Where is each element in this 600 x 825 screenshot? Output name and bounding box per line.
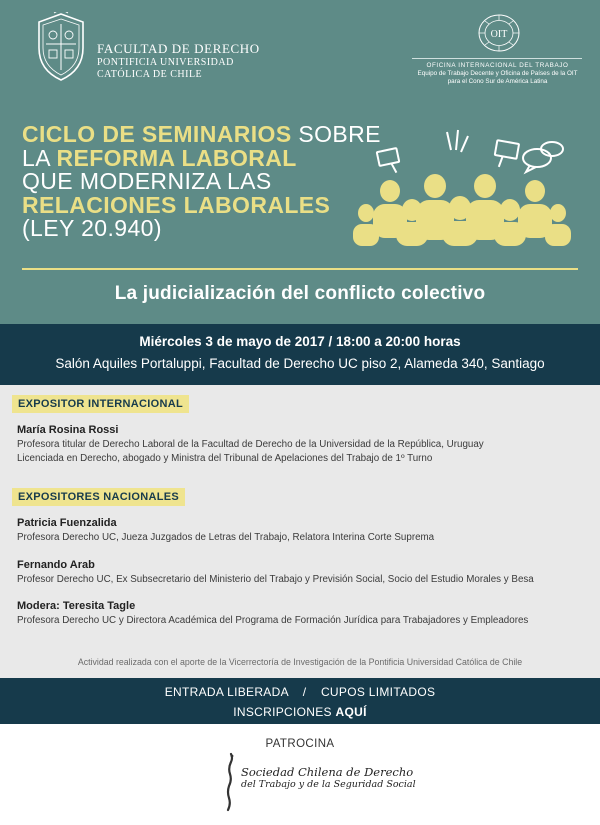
sponsor-line2: del Trabajo y de la Seguridad Social: [241, 779, 416, 790]
sponsor-line1: Sociedad Chilena de Derecho: [241, 765, 414, 779]
svg-text:OIT: OIT: [490, 29, 508, 40]
speaker-name: Patricia Fuenzalida: [17, 517, 117, 529]
oit-line3: para el Cono Sur de América Latina: [447, 78, 548, 85]
speakers-section: [0, 385, 600, 678]
speaker-moderator: [17, 599, 528, 628]
uc-university-line2: CATÓLICA DE CHILE: [97, 69, 203, 80]
oit-line2: Equipo de Trabajo Decente y Oficina de Países de la OIT: [417, 70, 578, 77]
international-tag: EXPOSITOR INTERNACIONAL: [12, 395, 189, 413]
uc-faculty-name: FACULTAD DE DERECHO: [97, 41, 260, 56]
seminar-title: [22, 121, 381, 241]
oit-text-block: [380, 62, 600, 86]
register-link[interactable]: AQUÍ: [335, 705, 367, 719]
title-line-4: RELACIONES LABORALES: [22, 191, 331, 218]
speaker-name: Fernando Arab: [17, 559, 95, 571]
registration-band: [0, 678, 600, 724]
sponsor-logo-text: [241, 765, 416, 791]
chile-map-icon: [219, 752, 241, 812]
oit-name: OFICINA INTERNACIONAL DEL TRABAJO: [426, 62, 569, 69]
oit-logo-icon: [476, 13, 522, 53]
uc-name-block: [97, 41, 260, 81]
title-line-3: QUE MODERNIZA LAS: [22, 168, 272, 194]
speaker-desc: Profesor Derecho UC, Ex Subsecretario del Ministerio del Trabajo y Previsión Social, Socio del Estudio Morales y Besa: [17, 574, 534, 585]
session-subtitle: La judicialización del conflicto colectivo: [114, 283, 486, 304]
oit-divider: [412, 58, 582, 59]
header-section: [0, 0, 600, 324]
yellow-divider: [22, 268, 578, 270]
title-line-2: LA REFORMA LABORAL: [22, 144, 297, 171]
inscripciones-label: INSCRIPCIONES: [233, 705, 336, 719]
people-crowd-icon: [352, 128, 582, 246]
speaker-national-2: [17, 558, 534, 587]
registration-link-row[interactable]: [0, 705, 600, 719]
speaker-name: María Rosina Rossi: [17, 424, 119, 436]
patrocina-label: PATROCINA: [265, 738, 335, 750]
separator: /: [302, 685, 307, 699]
title-line-1: CICLO DE SEMINARIOS SOBRE: [22, 121, 381, 147]
title-line-5: (LEY 20.940): [22, 215, 162, 241]
speaker-national-1: [17, 516, 434, 545]
event-info-band: [0, 324, 600, 385]
cupos-label: CUPOS LIMITADOS: [320, 685, 436, 699]
speaker-desc: Profesora Derecho UC y Directora Académica del Programa de Formación Jurídica para Trabajadores y Empleadores: [17, 615, 529, 626]
national-tag: EXPOSITORES NACIONALES: [12, 488, 185, 506]
uc-university-line1: PONTIFICIA UNIVERSIDAD: [97, 57, 234, 68]
event-date: Miércoles 3 de mayo de 2017 / 18:00 a 20:00 horas: [139, 334, 461, 349]
event-place: Salón Aquiles Portaluppi, Facultad de Derecho UC piso 2, Alameda 340, Santiago: [55, 356, 545, 371]
uc-crest-icon: [34, 12, 88, 82]
entrada-label: ENTRADA LIBERADA: [164, 685, 289, 699]
speaker-international: [17, 423, 484, 465]
speaker-desc-line1: Profesora titular de Derecho Laboral de la Facultad de Derecho de la Universidad de la República, Uruguay: [17, 439, 484, 450]
entry-info: [0, 685, 600, 699]
speaker-desc-line2: Licenciada en Derecho, abogado y Ministra del Tribunal de Apelaciones del Trabajo de 1º Turno: [17, 452, 433, 464]
sponsorship-note: Actividad realizada con el aporte de la Vicerrectoría de Investigación de la Pontificia Universidad Católica de Chile: [77, 657, 523, 667]
speaker-desc: Profesora Derecho UC, Jueza Juzgados de Letras del Trabajo, Relatora Interina Corte Suprema: [17, 532, 435, 543]
speaker-name: Modera: Teresita Tagle: [17, 600, 136, 612]
